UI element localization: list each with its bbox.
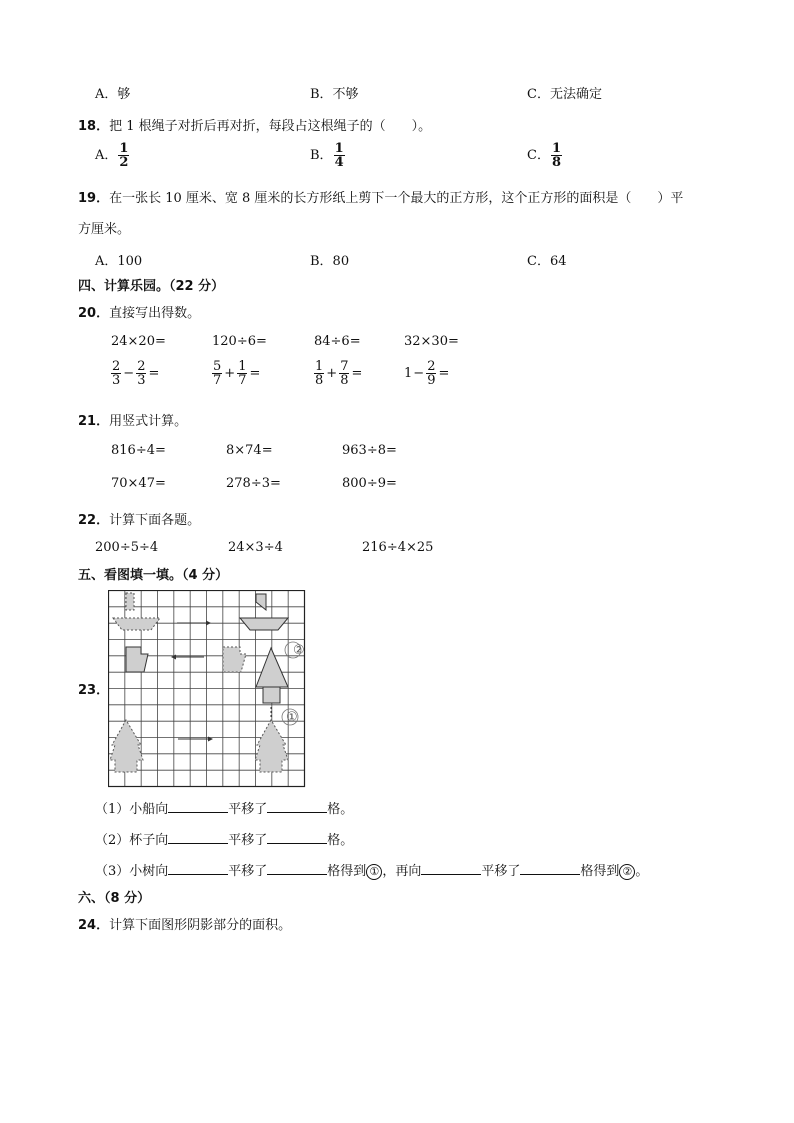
q20-fraction-expr-3 (313, 360, 362, 387)
q19-option-a: A．100 (95, 254, 143, 269)
q17-option-a: A．够 (95, 87, 131, 102)
equals: = (351, 366, 363, 381)
fraction: $\frac{2}{3}$ (137, 359, 146, 388)
q18-option-b (310, 142, 346, 169)
question-23-number: 23． (78, 683, 110, 698)
equals: = (148, 366, 160, 381)
question-text: 把 1 根绳子对折后再对折，每段占这根绳子的（ ）。 (109, 119, 432, 134)
boat-original-shape (113, 593, 160, 630)
option-label: C． (527, 148, 550, 163)
q21-item-1: 816÷4= (111, 443, 166, 458)
tree-original-shape (110, 720, 143, 772)
q21-item-3: 963÷8= (342, 443, 397, 458)
question-text: 直接写出得数。 (109, 306, 201, 321)
fraction: $\frac{1}{4}$ (334, 141, 344, 170)
question-number: 21． (78, 414, 110, 429)
q18-option-a (95, 142, 130, 169)
fraction: $\frac{1}{2}$ (119, 141, 129, 170)
answer-blank[interactable] (267, 831, 327, 844)
question-24 (78, 914, 291, 933)
section-6-heading: 六、（8 分） (78, 891, 151, 906)
question-number: 19． (78, 191, 110, 206)
section-4-heading: 四、计算乐园。（22 分） (78, 279, 225, 294)
option-label: A． (95, 148, 118, 163)
q22-item-1: 200÷5÷4 (95, 540, 159, 555)
question-number: 22． (78, 513, 110, 528)
tree-position-1 (255, 720, 288, 772)
fraction: $\frac{5}{7}$ (213, 359, 222, 388)
question-20 (78, 302, 200, 321)
q20-item-2: 120÷6= (212, 334, 267, 349)
fraction: $\frac{1}{7}$ (238, 359, 247, 388)
q21-item-4: 70×47= (111, 476, 166, 491)
operator: − (413, 366, 425, 381)
option-label: B． (310, 148, 333, 163)
answer-blank[interactable] (267, 862, 327, 875)
boat-translated-shape (240, 594, 288, 630)
answer-blank[interactable] (168, 862, 228, 875)
fraction: $\frac{1}{8}$ (315, 359, 324, 388)
question-19 (78, 187, 683, 206)
arrow-right-1-head (206, 621, 211, 626)
q20-fraction-expr-2 (211, 360, 260, 387)
fraction: $\frac{1}{8}$ (551, 141, 561, 170)
circled-2: ② (619, 864, 635, 880)
q20-item-3: 84÷6= (314, 334, 361, 349)
q23-sub-2: （2）杯子向 平移了 格。 (95, 833, 354, 848)
equals: = (438, 366, 450, 381)
q21-item-2: 8×74= (226, 443, 273, 458)
mark-2: ② (293, 643, 305, 658)
operator: − (123, 366, 135, 381)
cup-translated-shape (126, 647, 148, 672)
question-22 (78, 509, 200, 528)
mark-1: ① (286, 710, 298, 725)
q22-item-2: 24×3÷4 (228, 540, 283, 555)
q17-option-b: B．不够 (310, 87, 359, 102)
question-text: 计算下面图形阴影部分的面积。 (109, 918, 292, 933)
q17-option-c: C．无法确定 (527, 87, 602, 102)
fraction: $\frac{2}{3}$ (112, 359, 121, 388)
q19-option-c: C．64 (527, 254, 567, 269)
question-text: 用竖式计算。 (109, 414, 188, 429)
q22-item-3: 216÷4×25 (362, 540, 434, 555)
answer-blank[interactable] (267, 800, 327, 813)
whole-number: 1 (404, 366, 413, 381)
equals: = (249, 366, 261, 381)
question-number: 24． (78, 918, 110, 933)
circled-1: ① (366, 864, 382, 880)
question-text-line1: 在一张长 10 厘米、宽 8 厘米的长方形纸上剪下一个最大的正方形，这个正方形的面积是（ ）平 (109, 191, 684, 206)
operator: + (224, 366, 236, 381)
q23-sub-1: （1）小船向 平移了 格。 (95, 802, 354, 817)
question-text: 计算下面各题。 (109, 513, 201, 528)
q18-option-c (527, 142, 563, 169)
question-number: 20． (78, 306, 110, 321)
section-5-heading: 五、看图填一填。（4 分） (78, 568, 229, 583)
q20-item-1: 24×20= (111, 334, 166, 349)
operator: + (326, 366, 338, 381)
q19-option-b: B．80 (310, 254, 350, 269)
answer-blank[interactable] (168, 800, 228, 813)
fraction: $\frac{2}{9}$ (427, 359, 436, 388)
q23-sub-3: （3）小树向 平移了 格得到 ① ，再向 平移了 格得到 ② 。 (95, 864, 649, 879)
q20-fraction-expr-1 (110, 360, 159, 387)
fraction: $\frac{7}{8}$ (340, 359, 349, 388)
cup-original-shape (223, 647, 246, 672)
q21-item-6: 800÷9= (342, 476, 397, 491)
q20-item-4: 32×30= (404, 334, 459, 349)
question-19-line2: 方厘米。 (78, 222, 131, 237)
q21-item-5: 278÷3= (226, 476, 281, 491)
translation-grid-figure (108, 590, 308, 788)
question-number: 18． (78, 119, 110, 134)
answer-blank[interactable] (520, 862, 580, 875)
question-21 (78, 410, 187, 429)
answer-blank[interactable] (421, 862, 481, 875)
answer-blank[interactable] (168, 831, 228, 844)
question-18 (78, 115, 431, 134)
tree-position-2 (256, 648, 288, 703)
q20-fraction-expr-4 (404, 360, 449, 387)
